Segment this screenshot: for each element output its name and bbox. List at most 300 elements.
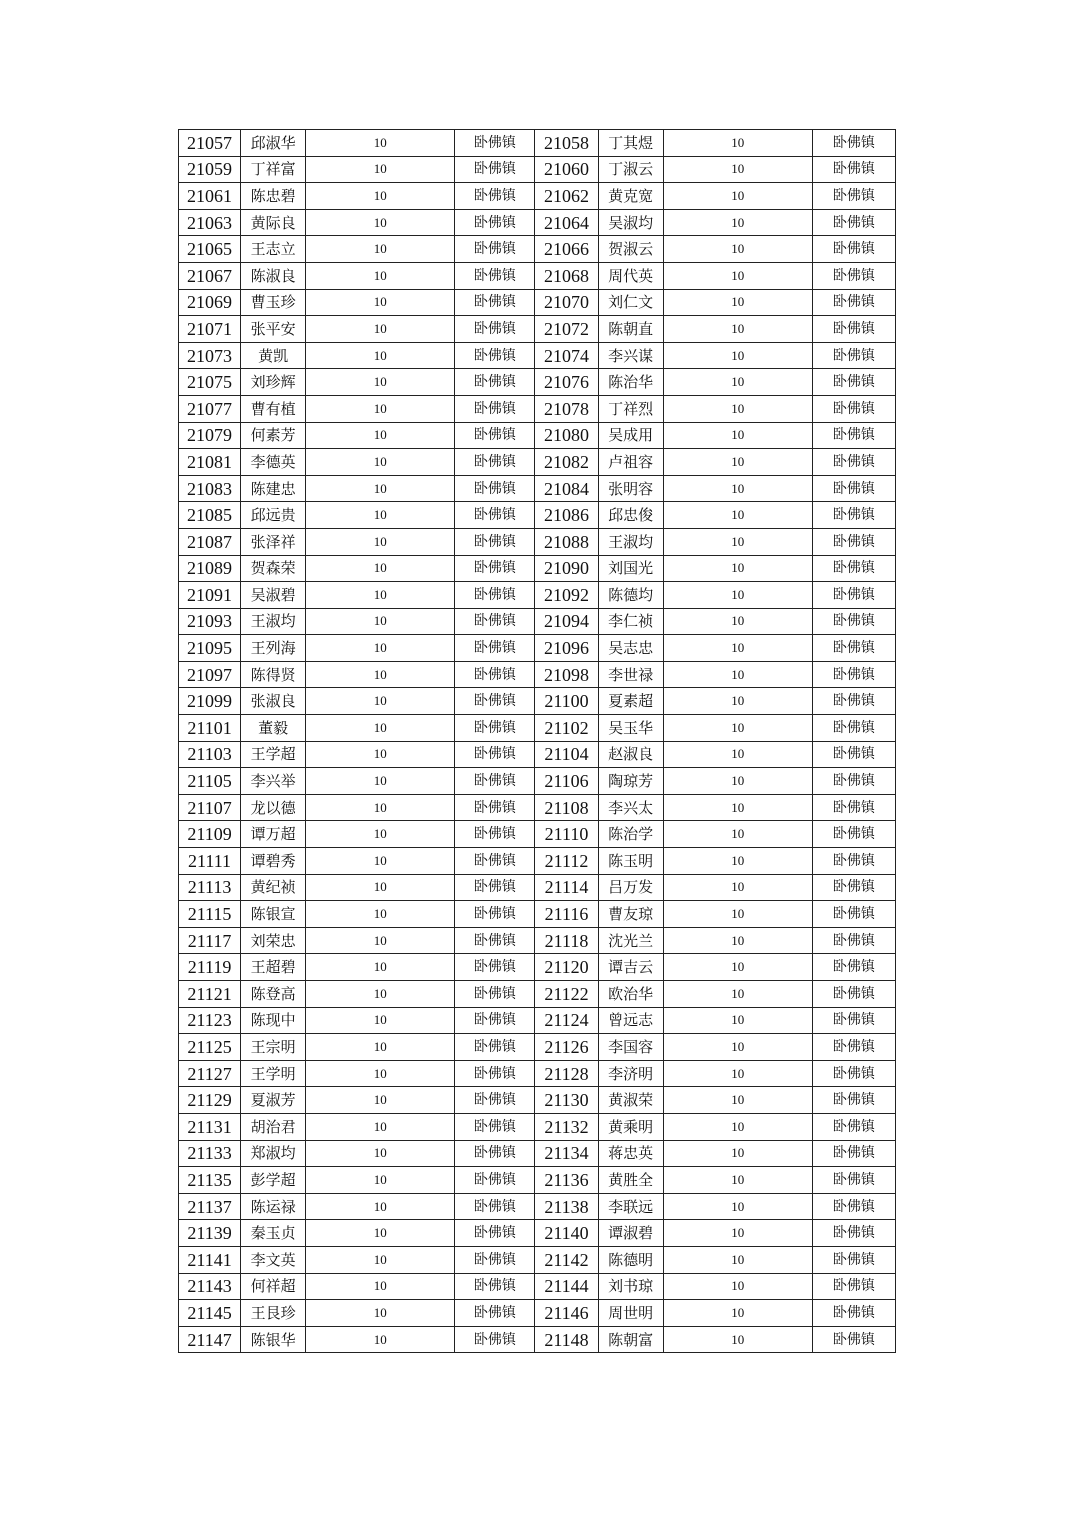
record-id-cell: 21086 <box>535 502 598 529</box>
record-id-cell: 21097 <box>179 661 241 688</box>
town-name-cell: 卧佛镇 <box>812 475 895 502</box>
town-name-cell: 卧佛镇 <box>455 821 535 848</box>
town-name-cell: 卧佛镇 <box>455 422 535 449</box>
table-row <box>179 1140 896 1167</box>
record-id-cell: 21090 <box>535 555 598 582</box>
record-id-cell: 21129 <box>179 1087 241 1114</box>
person-name-cell: 黄胜全 <box>598 1167 663 1194</box>
person-name-cell: 秦玉贞 <box>241 1220 306 1247</box>
town-name-cell: 卧佛镇 <box>812 1113 895 1140</box>
amount-cell: 10 <box>306 927 455 954</box>
town-name-cell: 卧佛镇 <box>455 741 535 768</box>
table-row <box>179 528 896 555</box>
town-name-cell: 卧佛镇 <box>455 262 535 289</box>
person-name-cell: 谭淑碧 <box>598 1220 663 1247</box>
town-name-cell: 卧佛镇 <box>455 555 535 582</box>
town-name-cell: 卧佛镇 <box>455 183 535 210</box>
amount-cell: 10 <box>663 502 812 529</box>
record-id-cell: 21131 <box>179 1113 241 1140</box>
record-id-cell: 21106 <box>535 768 598 795</box>
table-row <box>179 475 896 502</box>
record-id-cell: 21092 <box>535 582 598 609</box>
record-id-cell: 21084 <box>535 475 598 502</box>
amount-cell: 10 <box>306 635 455 662</box>
amount-cell: 10 <box>663 661 812 688</box>
town-name-cell: 卧佛镇 <box>812 608 895 635</box>
town-name-cell: 卧佛镇 <box>812 1007 895 1034</box>
amount-cell: 10 <box>663 582 812 609</box>
record-id-cell: 21076 <box>535 369 598 396</box>
amount-cell: 10 <box>663 874 812 901</box>
person-name-cell: 黄际良 <box>241 209 306 236</box>
person-name-cell: 夏素超 <box>598 688 663 715</box>
record-id-cell: 21114 <box>535 874 598 901</box>
person-name-cell: 刘仁文 <box>598 289 663 316</box>
table-row <box>179 715 896 742</box>
record-id-cell: 21117 <box>179 927 241 954</box>
record-id-cell: 21063 <box>179 209 241 236</box>
town-name-cell: 卧佛镇 <box>455 954 535 981</box>
person-name-cell: 李兴太 <box>598 794 663 821</box>
table-row <box>179 954 896 981</box>
record-id-cell: 21062 <box>535 183 598 210</box>
table-row <box>179 1087 896 1114</box>
record-id-cell: 21140 <box>535 1220 598 1247</box>
amount-cell: 10 <box>663 1300 812 1327</box>
town-name-cell: 卧佛镇 <box>455 715 535 742</box>
town-name-cell: 卧佛镇 <box>455 901 535 928</box>
person-name-cell: 陈治华 <box>598 369 663 396</box>
amount-cell: 10 <box>306 901 455 928</box>
amount-cell: 10 <box>306 209 455 236</box>
record-id-cell: 21085 <box>179 502 241 529</box>
town-name-cell: 卧佛镇 <box>812 954 895 981</box>
record-id-cell: 21061 <box>179 183 241 210</box>
person-name-cell: 卢祖容 <box>598 449 663 476</box>
town-name-cell: 卧佛镇 <box>812 1060 895 1087</box>
record-id-cell: 21095 <box>179 635 241 662</box>
amount-cell: 10 <box>663 1273 812 1300</box>
person-name-cell: 王志立 <box>241 236 306 263</box>
person-name-cell: 蒋忠英 <box>598 1140 663 1167</box>
person-name-cell: 陈得贤 <box>241 661 306 688</box>
table-row <box>179 1060 896 1087</box>
person-name-cell: 何素芳 <box>241 422 306 449</box>
amount-cell: 10 <box>306 1300 455 1327</box>
town-name-cell: 卧佛镇 <box>455 635 535 662</box>
record-id-cell: 21071 <box>179 316 241 343</box>
town-name-cell: 卧佛镇 <box>812 316 895 343</box>
amount-cell: 10 <box>306 289 455 316</box>
record-id-cell: 21132 <box>535 1113 598 1140</box>
town-name-cell: 卧佛镇 <box>812 981 895 1008</box>
amount-cell: 10 <box>306 1273 455 1300</box>
amount-cell: 10 <box>306 449 455 476</box>
amount-cell: 10 <box>663 635 812 662</box>
amount-cell: 10 <box>663 369 812 396</box>
amount-cell: 10 <box>306 688 455 715</box>
person-name-cell: 欧治华 <box>598 981 663 1008</box>
town-name-cell: 卧佛镇 <box>455 1007 535 1034</box>
amount-cell: 10 <box>663 927 812 954</box>
person-name-cell: 王宗明 <box>241 1034 306 1061</box>
person-name-cell: 李兴谋 <box>598 342 663 369</box>
person-name-cell: 陈德明 <box>598 1246 663 1273</box>
amount-cell: 10 <box>306 1220 455 1247</box>
record-id-cell: 21137 <box>179 1193 241 1220</box>
amount-cell: 10 <box>306 661 455 688</box>
town-name-cell: 卧佛镇 <box>812 1193 895 1220</box>
person-name-cell: 谭吉云 <box>598 954 663 981</box>
amount-cell: 10 <box>306 1167 455 1194</box>
town-name-cell: 卧佛镇 <box>812 528 895 555</box>
person-name-cell: 李文英 <box>241 1246 306 1273</box>
town-name-cell: 卧佛镇 <box>812 130 895 157</box>
person-name-cell: 陈登高 <box>241 981 306 1008</box>
person-name-cell: 吕万发 <box>598 874 663 901</box>
amount-cell: 10 <box>306 1113 455 1140</box>
town-name-cell: 卧佛镇 <box>812 555 895 582</box>
town-name-cell: 卧佛镇 <box>455 1326 535 1353</box>
person-name-cell: 沈光兰 <box>598 927 663 954</box>
person-name-cell: 黄淑荣 <box>598 1087 663 1114</box>
person-name-cell: 谭万超 <box>241 821 306 848</box>
town-name-cell: 卧佛镇 <box>455 156 535 183</box>
person-name-cell: 李联远 <box>598 1193 663 1220</box>
town-name-cell: 卧佛镇 <box>812 395 895 422</box>
town-name-cell: 卧佛镇 <box>455 209 535 236</box>
record-id-cell: 21059 <box>179 156 241 183</box>
town-name-cell: 卧佛镇 <box>455 449 535 476</box>
amount-cell: 10 <box>306 981 455 1008</box>
town-name-cell: 卧佛镇 <box>812 1273 895 1300</box>
record-id-cell: 21105 <box>179 768 241 795</box>
amount-cell: 10 <box>306 848 455 875</box>
town-name-cell: 卧佛镇 <box>812 289 895 316</box>
table-row <box>179 1034 896 1061</box>
person-name-cell: 陈德均 <box>598 582 663 609</box>
record-id-cell: 21082 <box>535 449 598 476</box>
amount-cell: 10 <box>306 555 455 582</box>
person-name-cell: 夏淑芳 <box>241 1087 306 1114</box>
amount-cell: 10 <box>663 821 812 848</box>
record-id-cell: 21110 <box>535 821 598 848</box>
town-name-cell: 卧佛镇 <box>455 369 535 396</box>
town-name-cell: 卧佛镇 <box>455 981 535 1008</box>
town-name-cell: 卧佛镇 <box>812 741 895 768</box>
record-id-cell: 21065 <box>179 236 241 263</box>
record-id-cell: 21058 <box>535 130 598 157</box>
amount-cell: 10 <box>663 1007 812 1034</box>
town-name-cell: 卧佛镇 <box>455 1193 535 1220</box>
record-id-cell: 21142 <box>535 1246 598 1273</box>
record-id-cell: 21139 <box>179 1220 241 1247</box>
town-name-cell: 卧佛镇 <box>812 821 895 848</box>
person-name-cell: 黄克宽 <box>598 183 663 210</box>
amount-cell: 10 <box>663 981 812 1008</box>
amount-cell: 10 <box>306 1007 455 1034</box>
town-name-cell: 卧佛镇 <box>455 289 535 316</box>
town-name-cell: 卧佛镇 <box>455 1060 535 1087</box>
town-name-cell: 卧佛镇 <box>812 1087 895 1114</box>
amount-cell: 10 <box>306 502 455 529</box>
amount-cell: 10 <box>663 848 812 875</box>
person-name-cell: 吴淑碧 <box>241 582 306 609</box>
amount-cell: 10 <box>663 1060 812 1087</box>
amount-cell: 10 <box>663 954 812 981</box>
record-id-cell: 21123 <box>179 1007 241 1034</box>
town-name-cell: 卧佛镇 <box>455 582 535 609</box>
record-id-cell: 21103 <box>179 741 241 768</box>
person-name-cell: 曹玉珍 <box>241 289 306 316</box>
amount-cell: 10 <box>306 768 455 795</box>
person-name-cell: 黄乘明 <box>598 1113 663 1140</box>
table-row <box>179 661 896 688</box>
record-id-cell: 21138 <box>535 1193 598 1220</box>
record-id-cell: 21119 <box>179 954 241 981</box>
table-row <box>179 342 896 369</box>
amount-cell: 10 <box>306 342 455 369</box>
person-name-cell: 黄纪祯 <box>241 874 306 901</box>
record-id-cell: 21098 <box>535 661 598 688</box>
town-name-cell: 卧佛镇 <box>812 635 895 662</box>
amount-cell: 10 <box>306 395 455 422</box>
amount-cell: 10 <box>663 1113 812 1140</box>
amount-cell: 10 <box>306 1034 455 1061</box>
person-name-cell: 陈运禄 <box>241 1193 306 1220</box>
table-row <box>179 1220 896 1247</box>
person-name-cell: 吴志忠 <box>598 635 663 662</box>
person-name-cell: 谭碧秀 <box>241 848 306 875</box>
record-id-cell: 21130 <box>535 1087 598 1114</box>
town-name-cell: 卧佛镇 <box>812 661 895 688</box>
town-name-cell: 卧佛镇 <box>812 1140 895 1167</box>
table-row <box>179 848 896 875</box>
person-name-cell: 李仁祯 <box>598 608 663 635</box>
person-name-cell: 李世禄 <box>598 661 663 688</box>
town-name-cell: 卧佛镇 <box>812 874 895 901</box>
record-id-cell: 21088 <box>535 528 598 555</box>
town-name-cell: 卧佛镇 <box>455 1087 535 1114</box>
amount-cell: 10 <box>306 528 455 555</box>
record-id-cell: 21113 <box>179 874 241 901</box>
person-name-cell: 陈银宣 <box>241 901 306 928</box>
record-id-cell: 21079 <box>179 422 241 449</box>
record-id-cell: 21107 <box>179 794 241 821</box>
amount-cell: 10 <box>663 1246 812 1273</box>
town-name-cell: 卧佛镇 <box>455 395 535 422</box>
amount-cell: 10 <box>663 715 812 742</box>
record-id-cell: 21108 <box>535 794 598 821</box>
person-name-cell: 胡治君 <box>241 1113 306 1140</box>
town-name-cell: 卧佛镇 <box>812 502 895 529</box>
town-name-cell: 卧佛镇 <box>812 768 895 795</box>
table-row <box>179 1326 896 1353</box>
record-id-cell: 21087 <box>179 528 241 555</box>
amount-cell: 10 <box>306 1060 455 1087</box>
table-row <box>179 209 896 236</box>
amount-cell: 10 <box>663 236 812 263</box>
record-id-cell: 21104 <box>535 741 598 768</box>
record-id-cell: 21133 <box>179 1140 241 1167</box>
amount-cell: 10 <box>663 688 812 715</box>
table-row <box>179 901 896 928</box>
record-id-cell: 21136 <box>535 1167 598 1194</box>
record-id-cell: 21111 <box>179 848 241 875</box>
town-name-cell: 卧佛镇 <box>455 661 535 688</box>
table-row <box>179 1007 896 1034</box>
amount-cell: 10 <box>663 1193 812 1220</box>
table-row <box>179 1193 896 1220</box>
town-name-cell: 卧佛镇 <box>455 874 535 901</box>
amount-cell: 10 <box>663 1326 812 1353</box>
amount-cell: 10 <box>306 369 455 396</box>
person-name-cell: 陈玉明 <box>598 848 663 875</box>
table-row <box>179 741 896 768</box>
amount-cell: 10 <box>663 289 812 316</box>
record-id-cell: 21070 <box>535 289 598 316</box>
person-name-cell: 李德英 <box>241 449 306 476</box>
table-row <box>179 1246 896 1273</box>
person-name-cell: 曹有植 <box>241 395 306 422</box>
record-id-cell: 21094 <box>535 608 598 635</box>
record-id-cell: 21072 <box>535 316 598 343</box>
record-id-cell: 21112 <box>535 848 598 875</box>
person-name-cell: 张明容 <box>598 475 663 502</box>
person-name-cell: 贺淑云 <box>598 236 663 263</box>
table-row <box>179 768 896 795</box>
record-id-cell: 21077 <box>179 395 241 422</box>
record-id-cell: 21146 <box>535 1300 598 1327</box>
amount-cell: 10 <box>306 1087 455 1114</box>
record-id-cell: 21135 <box>179 1167 241 1194</box>
town-name-cell: 卧佛镇 <box>812 1220 895 1247</box>
town-name-cell: 卧佛镇 <box>455 502 535 529</box>
record-id-cell: 21075 <box>179 369 241 396</box>
town-name-cell: 卧佛镇 <box>455 608 535 635</box>
town-name-cell: 卧佛镇 <box>455 848 535 875</box>
town-name-cell: 卧佛镇 <box>812 156 895 183</box>
table-row <box>179 289 896 316</box>
record-id-cell: 21147 <box>179 1326 241 1353</box>
person-name-cell: 周世明 <box>598 1300 663 1327</box>
record-id-cell: 21134 <box>535 1140 598 1167</box>
amount-cell: 10 <box>663 209 812 236</box>
person-name-cell: 邱淑华 <box>241 130 306 157</box>
record-id-cell: 21121 <box>179 981 241 1008</box>
town-name-cell: 卧佛镇 <box>455 1220 535 1247</box>
town-name-cell: 卧佛镇 <box>455 316 535 343</box>
person-name-cell: 赵淑良 <box>598 741 663 768</box>
amount-cell: 10 <box>663 608 812 635</box>
person-name-cell: 董毅 <box>241 715 306 742</box>
table-row <box>179 981 896 1008</box>
person-name-cell: 丁祥烈 <box>598 395 663 422</box>
town-name-cell: 卧佛镇 <box>455 1034 535 1061</box>
person-name-cell: 贺森荣 <box>241 555 306 582</box>
record-id-cell: 21080 <box>535 422 598 449</box>
town-name-cell: 卧佛镇 <box>812 209 895 236</box>
person-name-cell: 刘国光 <box>598 555 663 582</box>
town-name-cell: 卧佛镇 <box>812 262 895 289</box>
record-id-cell: 21081 <box>179 449 241 476</box>
town-name-cell: 卧佛镇 <box>455 342 535 369</box>
amount-cell: 10 <box>306 183 455 210</box>
amount-cell: 10 <box>663 422 812 449</box>
person-name-cell: 王艮珍 <box>241 1300 306 1327</box>
person-name-cell: 李济明 <box>598 1060 663 1087</box>
person-name-cell: 陈建忠 <box>241 475 306 502</box>
town-name-cell: 卧佛镇 <box>812 794 895 821</box>
record-id-cell: 21148 <box>535 1326 598 1353</box>
person-name-cell: 邱远贵 <box>241 502 306 529</box>
amount-cell: 10 <box>663 1220 812 1247</box>
amount-cell: 10 <box>663 475 812 502</box>
town-name-cell: 卧佛镇 <box>812 422 895 449</box>
town-name-cell: 卧佛镇 <box>455 688 535 715</box>
person-name-cell: 曹友琼 <box>598 901 663 928</box>
record-id-cell: 21144 <box>535 1273 598 1300</box>
town-name-cell: 卧佛镇 <box>455 475 535 502</box>
roster-table-body <box>179 130 896 1353</box>
table-row <box>179 582 896 609</box>
amount-cell: 10 <box>306 1140 455 1167</box>
town-name-cell: 卧佛镇 <box>455 1246 535 1273</box>
record-id-cell: 21102 <box>535 715 598 742</box>
amount-cell: 10 <box>663 555 812 582</box>
person-name-cell: 张平安 <box>241 316 306 343</box>
person-name-cell: 周代英 <box>598 262 663 289</box>
record-id-cell: 21125 <box>179 1034 241 1061</box>
person-name-cell: 吴淑均 <box>598 209 663 236</box>
person-name-cell: 陈朝富 <box>598 1326 663 1353</box>
town-name-cell: 卧佛镇 <box>812 1326 895 1353</box>
amount-cell: 10 <box>306 954 455 981</box>
record-id-cell: 21124 <box>535 1007 598 1034</box>
record-id-cell: 21064 <box>535 209 598 236</box>
town-name-cell: 卧佛镇 <box>812 688 895 715</box>
amount-cell: 10 <box>306 130 455 157</box>
amount-cell: 10 <box>663 901 812 928</box>
person-name-cell: 刘荣忠 <box>241 927 306 954</box>
table-row <box>179 1167 896 1194</box>
town-name-cell: 卧佛镇 <box>812 369 895 396</box>
table-row <box>179 608 896 635</box>
person-name-cell: 曾远志 <box>598 1007 663 1034</box>
town-name-cell: 卧佛镇 <box>812 1246 895 1273</box>
amount-cell: 10 <box>306 821 455 848</box>
record-id-cell: 21060 <box>535 156 598 183</box>
person-name-cell: 陈朝直 <box>598 316 663 343</box>
person-name-cell: 王学明 <box>241 1060 306 1087</box>
record-id-cell: 21122 <box>535 981 598 1008</box>
record-id-cell: 21096 <box>535 635 598 662</box>
person-name-cell: 吴玉华 <box>598 715 663 742</box>
amount-cell: 10 <box>306 262 455 289</box>
table-row <box>179 688 896 715</box>
town-name-cell: 卧佛镇 <box>455 1273 535 1300</box>
amount-cell: 10 <box>306 1246 455 1273</box>
record-id-cell: 21101 <box>179 715 241 742</box>
amount-cell: 10 <box>663 794 812 821</box>
person-name-cell: 郑淑均 <box>241 1140 306 1167</box>
record-id-cell: 21066 <box>535 236 598 263</box>
person-name-cell: 丁祥富 <box>241 156 306 183</box>
person-name-cell: 张泽祥 <box>241 528 306 555</box>
amount-cell: 10 <box>663 741 812 768</box>
record-id-cell: 21118 <box>535 927 598 954</box>
table-row <box>179 635 896 662</box>
